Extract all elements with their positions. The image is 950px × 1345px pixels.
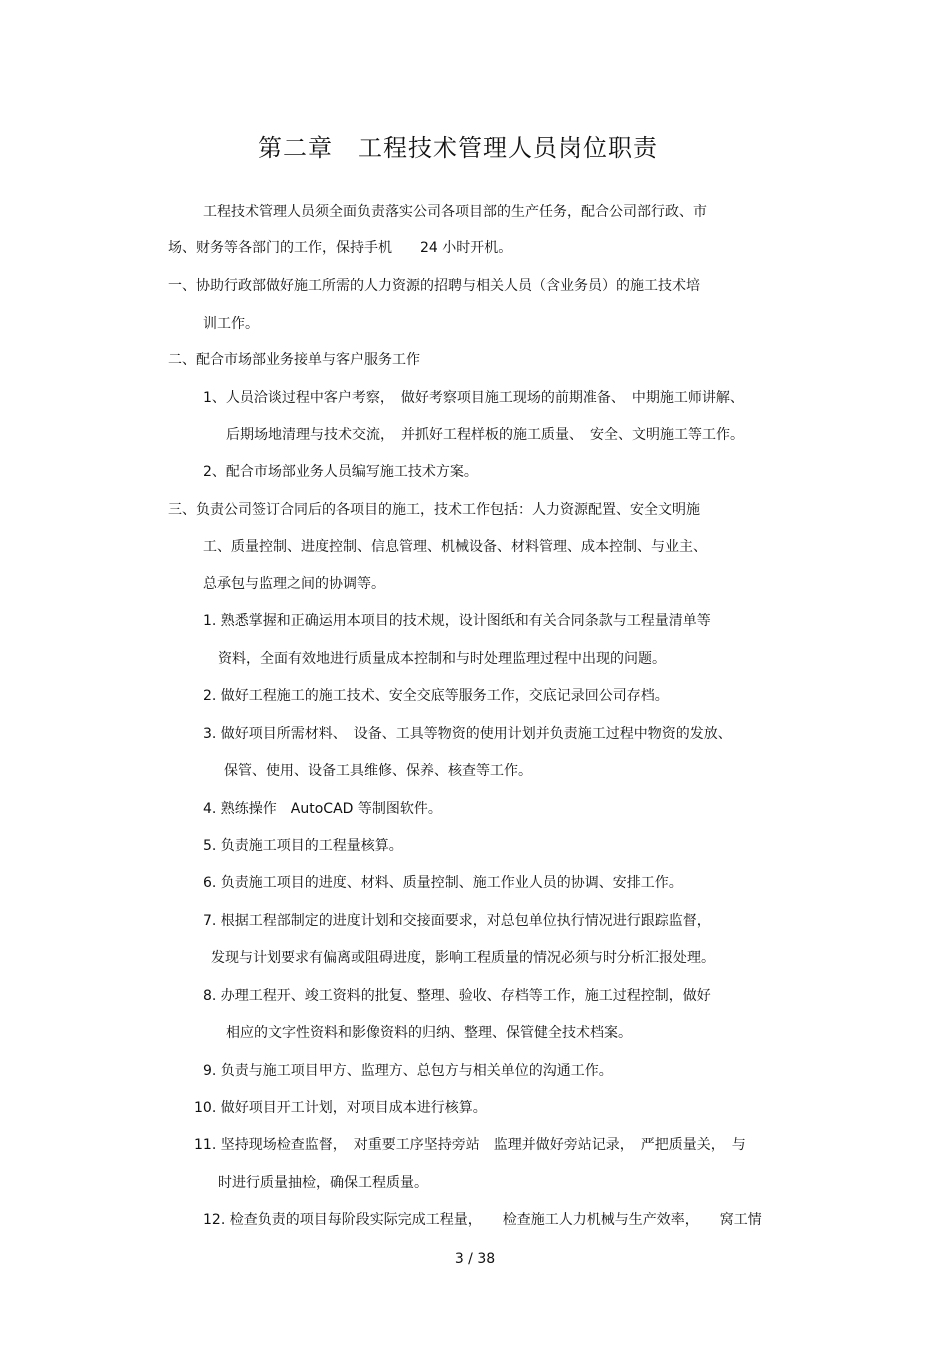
paragraph-line: 总承包与监理之间的协调等。 xyxy=(203,576,385,592)
list-item-continuation: 相应的文字性资料和影像资料的归纳、整理、保管健全技术档案。 xyxy=(226,1025,632,1041)
list-item: 2、配合市场部业务人员编写施工技术方案。 xyxy=(203,464,478,480)
list-item: 8. 办理工程开、竣工资料的批复、整理、验收、存档等工作，施工过程控制，做好 xyxy=(203,988,711,1004)
paragraph-line: 工程技术管理人员须全面负责落实公司各项目部的生产任务，配合公司部行政、市 xyxy=(203,204,707,220)
page-indicator: 3 / 38 xyxy=(454,1251,496,1267)
list-item: 5. 负责施工项目的工程量核算。 xyxy=(203,838,403,854)
list-item: 1. 熟悉掌握和正确运用本项目的技术规，设计图纸和有关合同条款与工程量清单等 xyxy=(203,613,711,629)
list-item-continuation: 保管、使用、设备工具维修、保养、核查等工作。 xyxy=(224,763,532,779)
list-item: 9. 负责与施工项目甲方、监理方、总包方与相关单位的沟通工作。 xyxy=(203,1063,613,1079)
list-item: 1、人员洽谈过程中客户考察， 做好考察项目施工现场的前期准备、 中期施工师讲解、 xyxy=(203,390,744,406)
list-item: 12. 检查负责的项目每阶段实际完成工程量， 检查施工人力机械与生产效率， 窝工情 xyxy=(203,1212,762,1228)
list-item-continuation: 后期场地清理与技术交流， 并抓好工程样板的施工质量、 安全、文明施工等工作。 xyxy=(226,427,744,443)
list-item: 2. 做好工程施工的施工技术、安全交底等服务工作，交底记录回公司存档。 xyxy=(203,688,669,704)
section-heading-1: 一、协助行政部做好施工所需的人力资源的招聘与相关人员（含业务员）的施工技术培 xyxy=(168,278,700,294)
section-heading-2: 二、配合市场部业务接单与客户服务工作 xyxy=(168,352,420,368)
paragraph-line: 场、财务等各部门的工作，保持手机 24 小时开机。 xyxy=(168,240,513,256)
list-item-continuation: 发现与计划要求有偏离或阻碍进度，影响工程质量的情况必须与时分析汇报处理。 xyxy=(211,950,715,966)
list-item: 3. 做好项目所需材料、 设备、工具等物资的使用计划并负责施工过程中物资的发放、 xyxy=(203,726,732,742)
list-item: 4. 熟练操作 AutoCAD 等制图软件。 xyxy=(203,801,442,817)
list-item: 6. 负责施工项目的进度、材料、质量控制、施工作业人员的协调、安排工作。 xyxy=(203,875,683,891)
paragraph-line: 工、质量控制、进度控制、信息管理、机械设备、材料管理、成本控制、与业主、 xyxy=(203,539,707,555)
list-item: 10. 做好项目开工计划，对项目成本进行核算。 xyxy=(194,1100,487,1116)
paragraph-line: 训工作。 xyxy=(203,316,259,332)
list-item-continuation: 时进行质量抽检，确保工程质量。 xyxy=(218,1175,428,1191)
list-item: 11. 坚持现场检查监督， 对重要工序坚持旁站 监理并做好旁站记录， 严把质量关， 与 xyxy=(194,1137,746,1153)
list-item: 7. 根据工程部制定的进度计划和交接面要求，对总包单位执行情况进行跟踪监督， xyxy=(203,913,711,929)
section-heading-3: 三、负责公司签订合同后的各项目的施工，技术工作包括：人力资源配置、安全文明施 xyxy=(168,502,700,518)
chapter-title: 第二章 工程技术管理人员岗位职责 xyxy=(258,134,658,162)
list-item-continuation: 资料，全面有效地进行质量成本控制和与时处理监理过程中出现的问题。 xyxy=(218,651,666,667)
